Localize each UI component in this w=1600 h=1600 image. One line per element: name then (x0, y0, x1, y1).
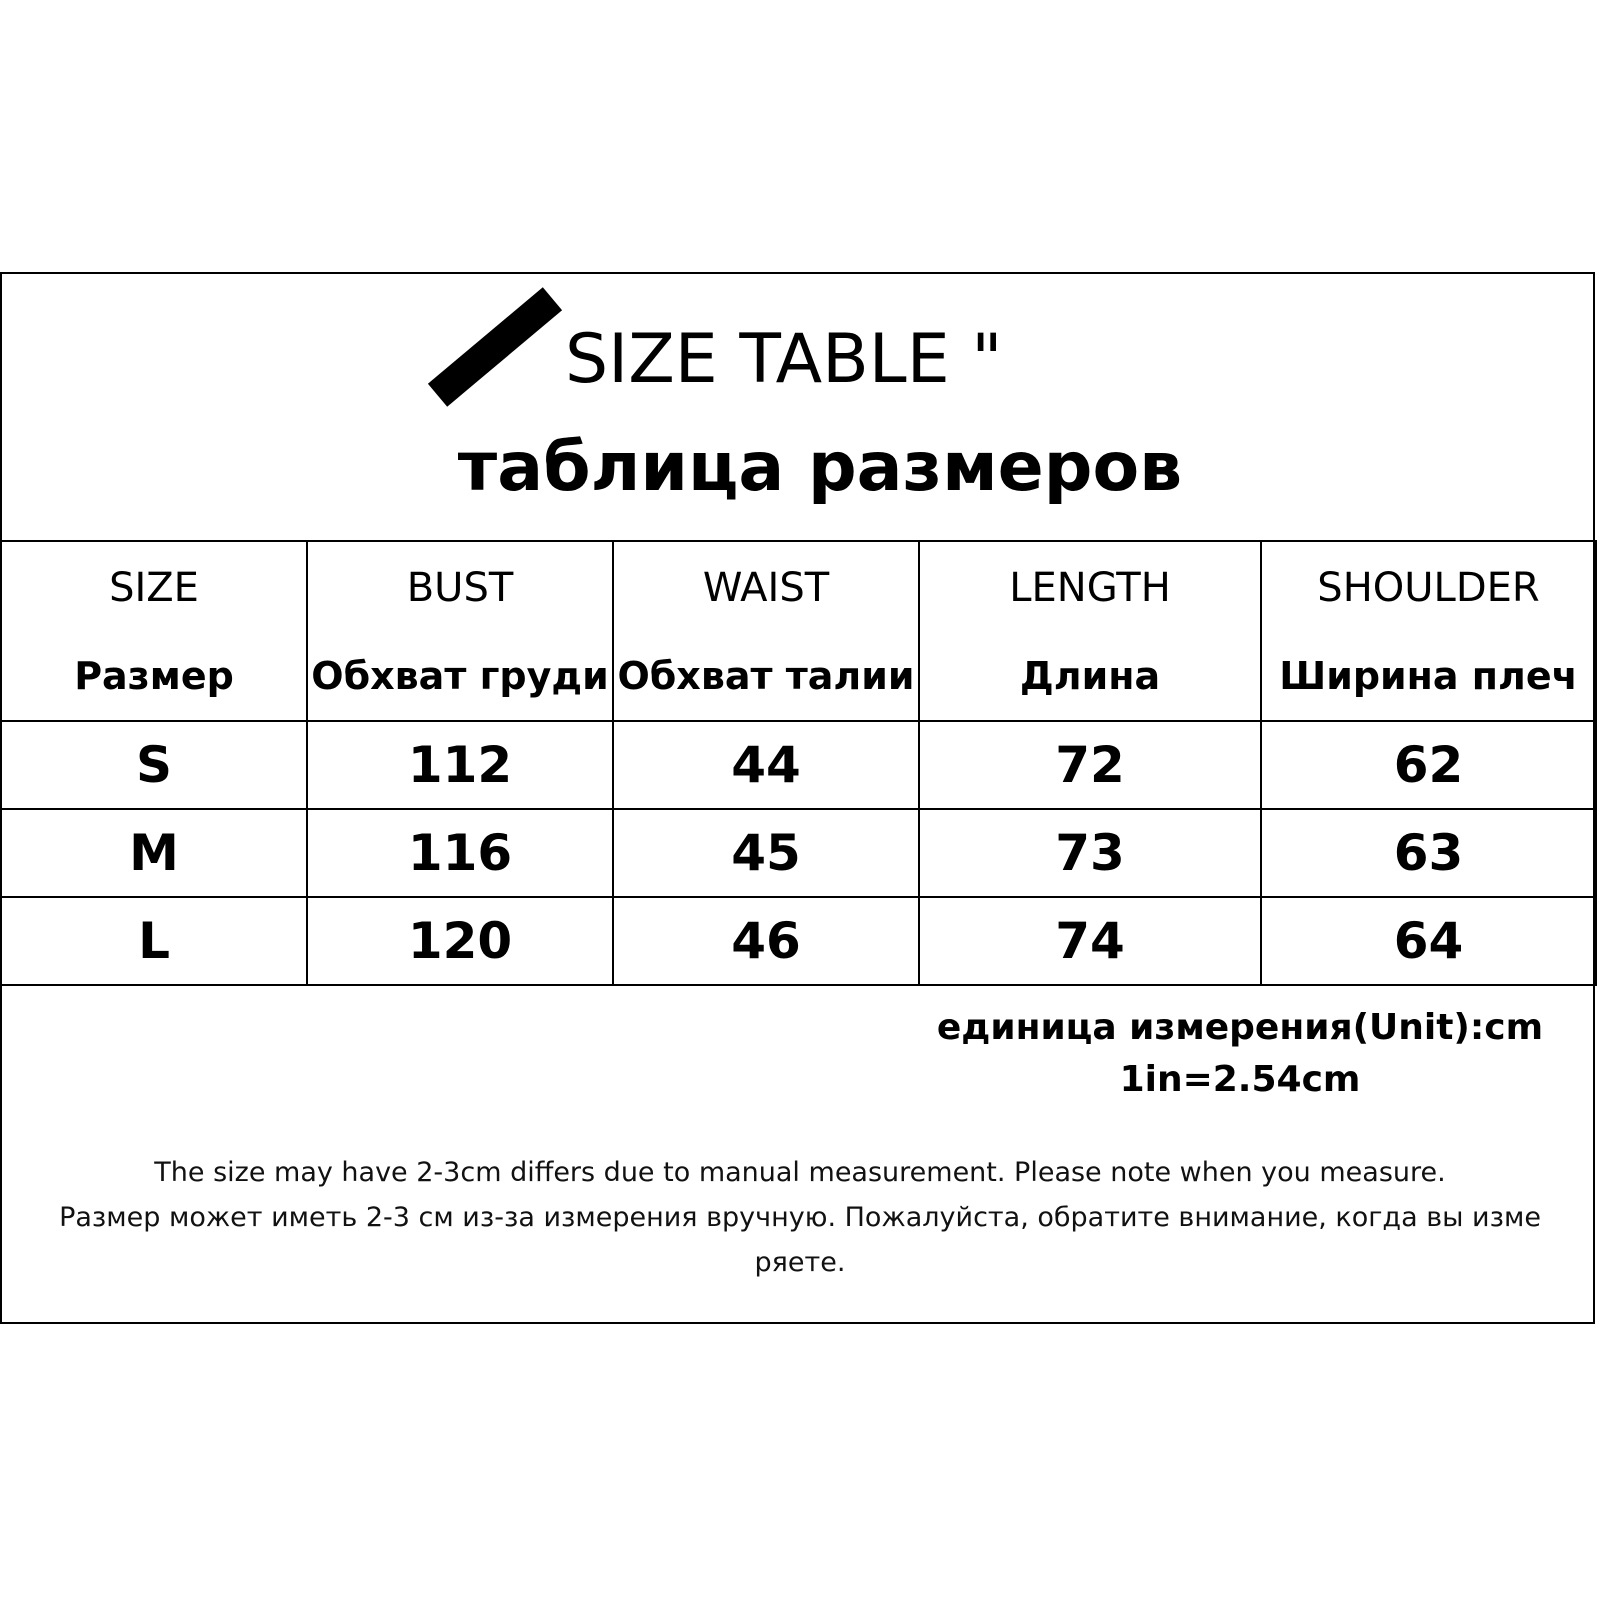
header-bust (307, 541, 613, 721)
header-size-en: SIZE (109, 565, 199, 611)
cell-shoulder: 63 (1261, 809, 1596, 897)
unit-line-2: 1in=2.54cm (1119, 1059, 1361, 1100)
table-row (1, 721, 1596, 809)
header-size-ru: Размер (74, 654, 234, 698)
cell-bust: 112 (307, 721, 613, 809)
header-waist (613, 541, 919, 721)
note-english: The size may have 2-3cm differs due to manual measurement. Please note when you measure. (154, 1157, 1446, 1188)
header-length-ru: Длина (1019, 654, 1161, 698)
unit-line-1: единица измерения(Unit):cm (936, 1007, 1544, 1048)
measurement-notes (10, 1150, 1590, 1285)
cell-length: 74 (919, 897, 1261, 985)
cell-waist: 45 (613, 809, 919, 897)
header-size (1, 541, 307, 721)
header-bust-ru: Обхват груди (311, 654, 609, 698)
unit-note (930, 1002, 1550, 1106)
cell-size: L (1, 897, 307, 985)
header-row (1, 541, 1596, 721)
header-bust-en: BUST (406, 565, 514, 611)
note-russian-line-2: ряете. (754, 1247, 846, 1278)
title-english: SIZE TABLE " (565, 320, 1003, 399)
cell-shoulder: 62 (1261, 721, 1596, 809)
cell-bust: 116 (307, 809, 613, 897)
header-length-en: LENGTH (1009, 565, 1171, 611)
size-table (0, 540, 1597, 986)
title-russian: таблица размеров (457, 428, 1183, 507)
header-length (919, 541, 1261, 721)
header-shoulder-en: SHOULDER (1317, 565, 1540, 611)
cell-length: 73 (919, 809, 1261, 897)
cell-size: S (1, 721, 307, 809)
cell-length: 72 (919, 721, 1261, 809)
note-russian-line-1: Размер может иметь 2-3 см из-за измерения вручную. Пожалуйста, обратите внимание, когда вы изме (59, 1202, 1541, 1233)
header-shoulder (1261, 541, 1596, 721)
cell-waist: 46 (613, 897, 919, 985)
header-waist-en: WAIST (702, 565, 830, 611)
table-row (1, 809, 1596, 897)
cell-waist: 44 (613, 721, 919, 809)
cell-shoulder: 64 (1261, 897, 1596, 985)
cell-size: M (1, 809, 307, 897)
cell-bust: 120 (307, 897, 613, 985)
header-shoulder-ru: Ширина плеч (1279, 654, 1578, 698)
header-waist-ru: Обхват талии (617, 654, 915, 698)
table-row (1, 897, 1596, 985)
